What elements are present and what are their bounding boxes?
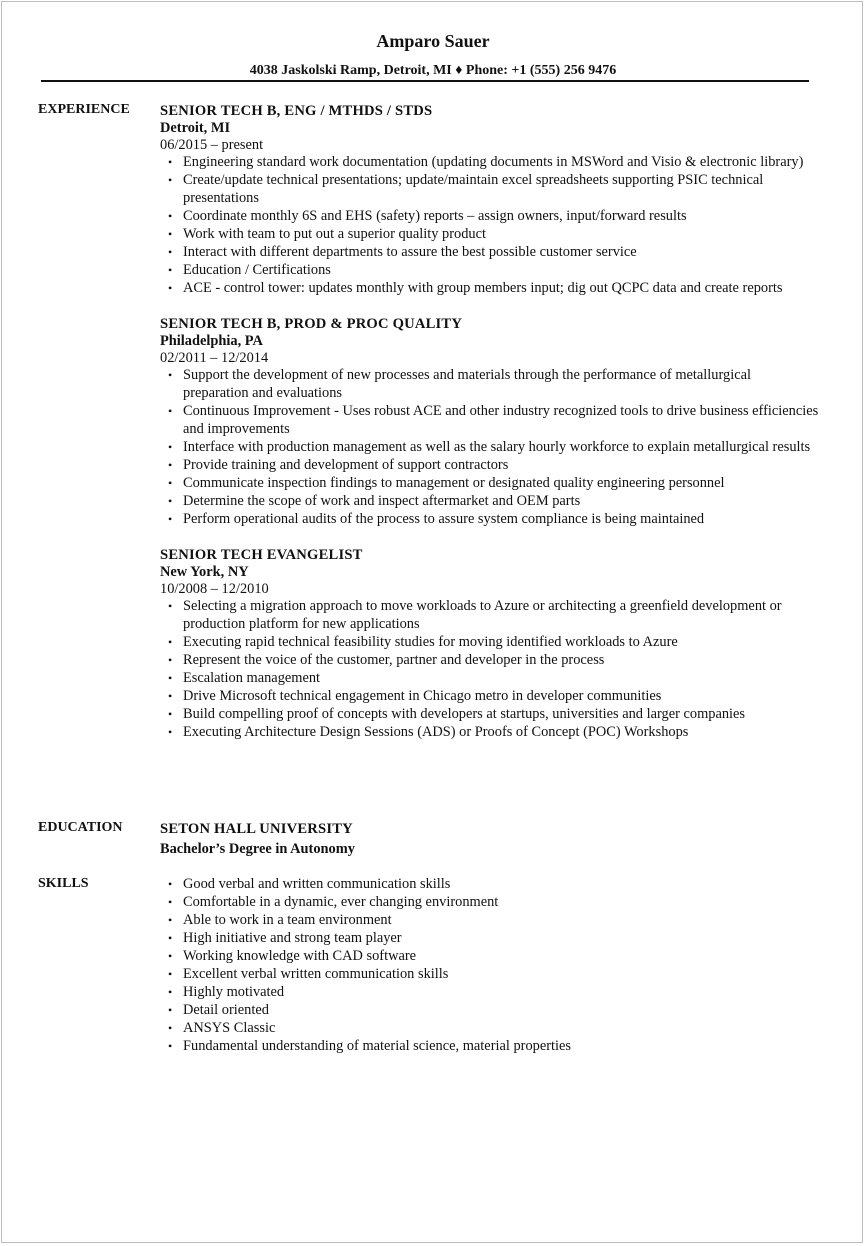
list-item: • Able to work in a team environment xyxy=(160,911,820,929)
list-item: • Build compelling proof of concepts with developers at startups, universities and larger companies xyxy=(160,705,820,723)
job-location: Philadelphia, PA xyxy=(160,333,263,349)
list-item: • Communicate inspection findings to management or designated quality engineering personnel xyxy=(160,474,820,492)
list-item: • Excellent verbal written communication skills xyxy=(160,965,820,983)
skills-list xyxy=(160,875,820,1055)
list-item: • Perform operational audits of the process to assure system compliance is being maintained xyxy=(160,510,820,528)
skills-section xyxy=(160,875,820,1055)
job-location: Detroit, MI xyxy=(160,120,231,136)
list-item: • Work with team to put out a superior quality product xyxy=(160,225,820,243)
contact-info: 4038 Jaskolski Ramp, Detroit, MI ♦ Phone: +1 (555) 256 9476 xyxy=(249,63,617,78)
list-item: • Drive Microsoft technical engagement in Chicago metro in developer communities xyxy=(160,687,820,705)
list-item: • Represent the voice of the customer, partner and developer in the process xyxy=(160,651,820,669)
education-section xyxy=(160,820,820,860)
list-item: • Executing rapid technical feasibility studies for moving identified workloads to Azure xyxy=(160,633,820,651)
header-divider xyxy=(41,80,809,82)
list-item: • Executing Architecture Design Sessions (ADS) or Proofs of Concept (POC) Workshops xyxy=(160,723,820,741)
list-item: • Engineering standard work documentation (updating documents in MSWord and Visio & electronic library) xyxy=(160,153,820,171)
list-item: • ANSYS Classic xyxy=(160,1019,820,1037)
candidate-name: Amparo Sauer xyxy=(376,31,490,51)
education-heading: EDUCATION xyxy=(38,820,123,835)
list-item: • Selecting a migration approach to move workloads to Azure or architecting a greenfield development or production platform for new applications xyxy=(160,597,820,633)
experience-heading: EXPERIENCE xyxy=(38,102,130,117)
list-item: • Education / Certifications xyxy=(160,261,820,279)
job-title: SENIOR TECH B, ENG / MTHDS / STDS xyxy=(160,103,433,119)
list-item: • Working knowledge with CAD software xyxy=(160,947,820,965)
list-item: • Coordinate monthly 6S and EHS (safety) reports – assign owners, input/forward results xyxy=(160,207,820,225)
job-title: SENIOR TECH B, PROD & PROC QUALITY xyxy=(160,316,463,332)
list-item: • Highly motivated xyxy=(160,983,820,1001)
skills-heading: SKILLS xyxy=(38,876,89,891)
job-dates: 06/2015 – present xyxy=(160,137,264,153)
list-item: • Good verbal and written communication skills xyxy=(160,875,820,893)
job-location: New York, NY xyxy=(160,564,249,580)
list-item: • Escalation management xyxy=(160,669,820,687)
job-entry xyxy=(160,546,820,741)
job-entry xyxy=(160,315,820,528)
list-item: • Create/update technical presentations; update/maintain excel spreadsheets supporting PSIC technical presentations xyxy=(160,171,820,207)
experience-section xyxy=(160,102,820,759)
list-item: • Fundamental understanding of material science, material properties xyxy=(160,1037,820,1055)
job-duties xyxy=(160,597,820,741)
list-item: • Detail oriented xyxy=(160,1001,820,1019)
list-item: • Continuous Improvement - Uses robust ACE and other industry recognized tools to drive business efficiencies and improvements xyxy=(160,402,820,438)
list-item: • ACE - control tower: updates monthly with group members input; dig out QCPC data and create reports xyxy=(160,279,820,297)
degree: Bachelor’s Degree in Autonomy xyxy=(160,841,355,857)
job-dates: 10/2008 – 12/2010 xyxy=(160,581,269,597)
list-item: • Provide training and development of support contractors xyxy=(160,456,820,474)
list-item: • Interact with different departments to assure the best possible customer service xyxy=(160,243,820,261)
list-item: • Comfortable in a dynamic, ever changing environment xyxy=(160,893,820,911)
list-item: • High initiative and strong team player xyxy=(160,929,820,947)
school-name: SETON HALL UNIVERSITY xyxy=(160,821,353,837)
job-dates: 02/2011 – 12/2014 xyxy=(160,350,269,366)
job-entry xyxy=(160,102,820,297)
job-duties xyxy=(160,366,820,528)
job-duties xyxy=(160,153,820,297)
list-item: • Support the development of new processes and materials through the performance of metallurgical preparation and evaluations xyxy=(160,366,820,402)
list-item: • Determine the scope of work and inspect aftermarket and OEM parts xyxy=(160,492,820,510)
list-item: • Interface with production management as well as the salary hourly workforce to explain metallurgical results xyxy=(160,438,820,456)
job-title: SENIOR TECH EVANGELIST xyxy=(160,547,363,563)
